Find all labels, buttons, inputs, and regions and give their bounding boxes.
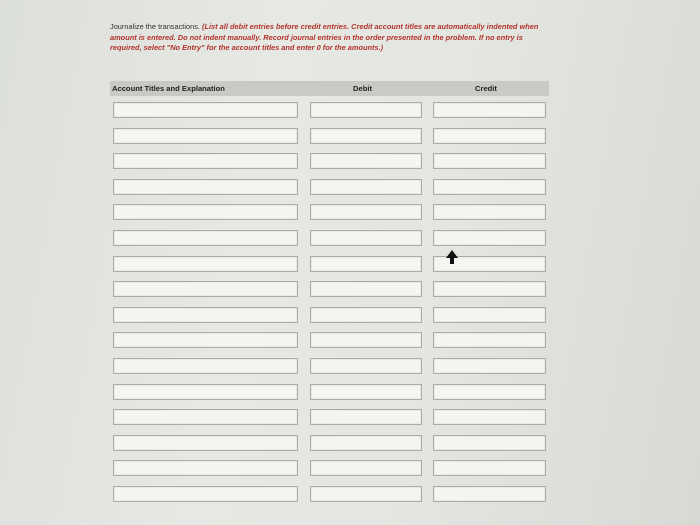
credit-input[interactable] bbox=[433, 358, 546, 374]
debit-input[interactable] bbox=[310, 204, 422, 220]
debit-input[interactable] bbox=[310, 358, 422, 374]
journal-table-header bbox=[110, 81, 549, 96]
credit-input[interactable] bbox=[433, 153, 546, 169]
credit-input[interactable] bbox=[433, 204, 546, 220]
credit-input[interactable] bbox=[433, 332, 546, 348]
credit-input[interactable] bbox=[433, 179, 546, 195]
table-row bbox=[110, 177, 550, 203]
credit-input[interactable] bbox=[433, 307, 546, 323]
credit-input[interactable] bbox=[433, 230, 546, 246]
credit-input[interactable] bbox=[433, 435, 546, 451]
table-row bbox=[110, 202, 550, 228]
debit-input[interactable] bbox=[310, 128, 422, 144]
header-credit: Credit bbox=[475, 84, 497, 93]
debit-input[interactable] bbox=[310, 102, 422, 118]
account-title-input[interactable] bbox=[113, 486, 298, 502]
table-row bbox=[110, 279, 550, 305]
account-title-input[interactable] bbox=[113, 128, 298, 144]
account-title-input[interactable] bbox=[113, 435, 298, 451]
account-title-input[interactable] bbox=[113, 153, 298, 169]
credit-input[interactable] bbox=[433, 486, 546, 502]
mouse-pointer-icon bbox=[446, 250, 458, 264]
debit-input[interactable] bbox=[310, 409, 422, 425]
table-row bbox=[110, 484, 550, 510]
debit-input[interactable] bbox=[310, 281, 422, 297]
debit-input[interactable] bbox=[310, 332, 422, 348]
debit-input[interactable] bbox=[310, 486, 422, 502]
debit-input[interactable] bbox=[310, 230, 422, 246]
debit-input[interactable] bbox=[310, 256, 422, 272]
account-title-input[interactable] bbox=[113, 179, 298, 195]
account-title-input[interactable] bbox=[113, 358, 298, 374]
instructions-emphasis: (List all debit entries before credit entries. Credit account titles are automatically indented when amount is entered. Do not indent manually. Record journal entries in the order presented in the problem. If no entry is required, select "No Entry" for the account titles and enter 0 for the amounts.) bbox=[110, 22, 539, 52]
account-title-input[interactable] bbox=[113, 204, 298, 220]
table-row bbox=[110, 407, 550, 433]
table-row bbox=[110, 356, 550, 382]
table-row bbox=[110, 305, 550, 331]
debit-input[interactable] bbox=[310, 153, 422, 169]
table-row bbox=[110, 151, 550, 177]
account-title-input[interactable] bbox=[113, 384, 298, 400]
account-title-input[interactable] bbox=[113, 230, 298, 246]
table-row bbox=[110, 458, 550, 484]
account-title-input[interactable] bbox=[113, 256, 298, 272]
account-title-input[interactable] bbox=[113, 332, 298, 348]
instructions-lead: Journalize the transactions. bbox=[110, 22, 200, 31]
table-row bbox=[110, 433, 550, 459]
table-row bbox=[110, 382, 550, 408]
credit-input[interactable] bbox=[433, 281, 546, 297]
account-title-input[interactable] bbox=[113, 409, 298, 425]
credit-input[interactable] bbox=[433, 409, 546, 425]
credit-input[interactable] bbox=[433, 384, 546, 400]
debit-input[interactable] bbox=[310, 435, 422, 451]
header-account-titles: Account Titles and Explanation bbox=[112, 84, 225, 93]
instructions bbox=[110, 22, 540, 54]
account-title-input[interactable] bbox=[113, 460, 298, 476]
header-debit: Debit bbox=[353, 84, 372, 93]
account-title-input[interactable] bbox=[113, 307, 298, 323]
table-row bbox=[110, 330, 550, 356]
account-title-input[interactable] bbox=[113, 281, 298, 297]
account-title-input[interactable] bbox=[113, 102, 298, 118]
debit-input[interactable] bbox=[310, 460, 422, 476]
table-row bbox=[110, 228, 550, 254]
journal-entry-rows bbox=[110, 100, 550, 510]
debit-input[interactable] bbox=[310, 179, 422, 195]
table-row bbox=[110, 100, 550, 126]
debit-input[interactable] bbox=[310, 307, 422, 323]
credit-input[interactable] bbox=[433, 460, 546, 476]
debit-input[interactable] bbox=[310, 384, 422, 400]
credit-input[interactable] bbox=[433, 102, 546, 118]
table-row bbox=[110, 254, 550, 280]
table-row bbox=[110, 126, 550, 152]
credit-input[interactable] bbox=[433, 128, 546, 144]
